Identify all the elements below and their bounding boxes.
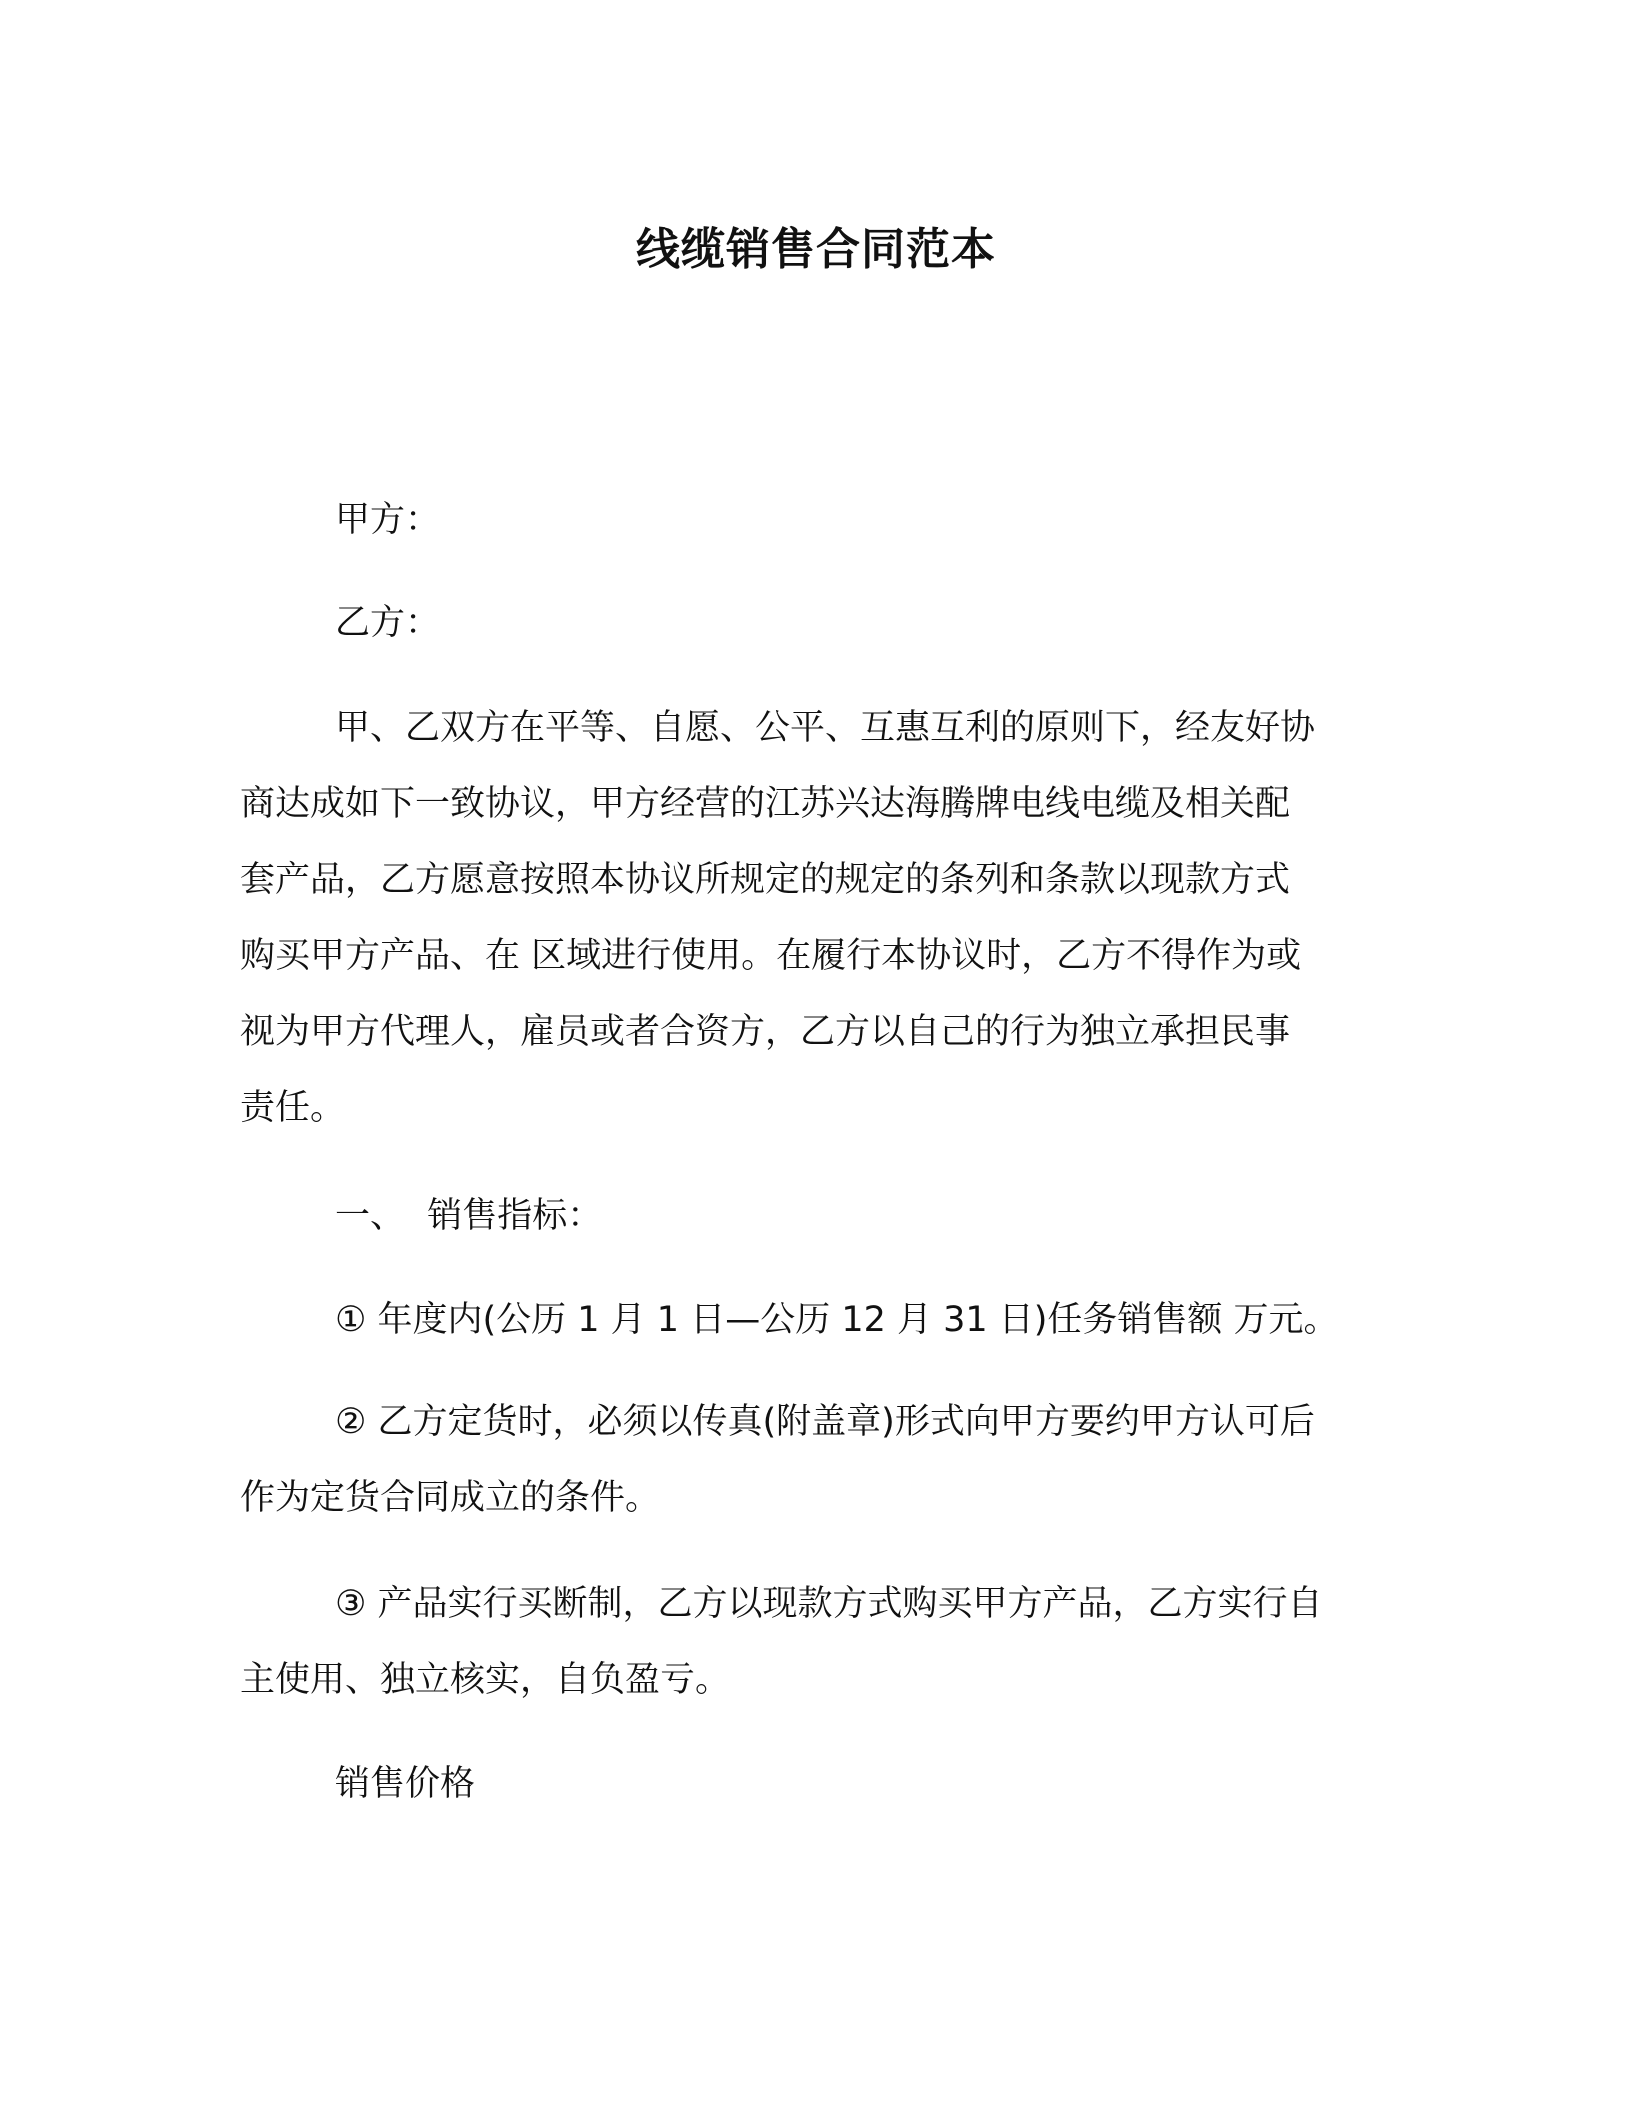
- intro-line-6: 责任。: [240, 1088, 346, 1128]
- intro-line-4: 购买甲方产品、在 区域进行使用。在履行本协议时，乙方不得作为或: [240, 936, 1302, 976]
- item-1: ① 年度内(公历 1 月 1 日—公历 12 月 31 日)任务销售额 万元。: [335, 1300, 1339, 1340]
- item-3-line-2: 主使用、独立核实，自负盈亏。: [240, 1660, 731, 1700]
- sales-price-heading: 销售价格: [335, 1764, 476, 1804]
- intro-line-3: 套产品，乙方愿意按照本协议所规定的规定的条列和条款以现款方式: [240, 860, 1291, 900]
- section-1-heading: 一、 销售指标：: [335, 1196, 603, 1236]
- document-title: 线缆销售合同范本: [636, 224, 996, 275]
- party-b-label: 乙方：: [335, 603, 441, 643]
- item-2-line-2: 作为定货合同成立的条件。: [240, 1478, 661, 1518]
- party-a-label: 甲方：: [335, 500, 441, 540]
- intro-line-5: 视为甲方代理人，雇员或者合资方，乙方以自己的行为独立承担民事: [240, 1012, 1291, 1052]
- item-3-line-1: ③ 产品实行买断制，乙方以现款方式购买甲方产品，乙方实行自: [335, 1584, 1323, 1624]
- item-2-line-1: ② 乙方定货时，必须以传真(附盖章)形式向甲方要约甲方认可后: [335, 1402, 1315, 1442]
- intro-line-2: 商达成如下一致协议，甲方经营的江苏兴达海腾牌电线电缆及相关配: [240, 784, 1291, 824]
- intro-line-1: 甲、乙双方在平等、自愿、公平、互惠互利的原则下，经友好协: [335, 708, 1316, 748]
